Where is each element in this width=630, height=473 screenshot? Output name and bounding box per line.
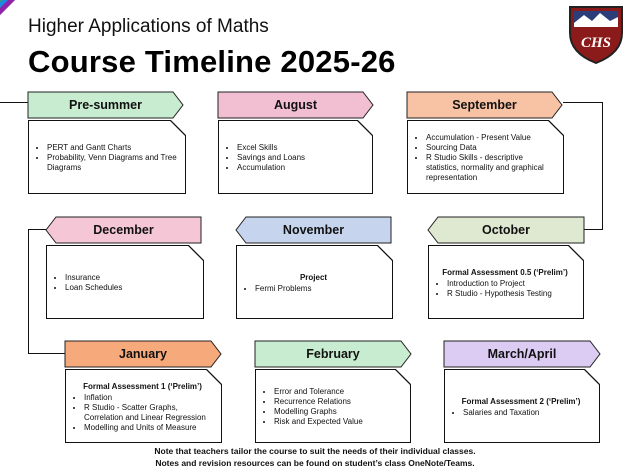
assessment-heading: Project (299, 273, 328, 282)
month-banner-september (407, 92, 562, 118)
topic-item: • Loan Schedules (65, 283, 195, 293)
topic-list (451, 408, 591, 418)
topic-item: • Accumulation - Present Value (426, 133, 555, 143)
topic-list (435, 279, 575, 299)
page-title: Course Timeline 2025-26 (28, 44, 396, 79)
month-content (225, 143, 364, 173)
month-banner-august (218, 92, 373, 118)
month-content (451, 397, 591, 418)
month-content-box-october (428, 245, 584, 319)
topic-item: • Excel Skills (237, 143, 364, 153)
topic-item: • PERT and Gantt Charts (47, 143, 177, 153)
month-banner-december (46, 217, 201, 243)
topic-item: • Insurance (65, 273, 195, 283)
month-content (435, 268, 575, 299)
month-banner-pre-summer (28, 92, 183, 118)
topic-item: • Fermi Problems (255, 284, 384, 294)
month-content-box-september (407, 120, 564, 194)
month-content (243, 273, 384, 294)
month-banner-march-april (444, 341, 600, 367)
topic-item: • Sourcing Data (426, 143, 555, 153)
svg-text:CHS: CHS (580, 35, 612, 51)
topic-item: • Savings and Loans (237, 153, 364, 163)
topic-list (243, 284, 384, 294)
month-label: Pre-summer (69, 98, 142, 112)
month-label: November (282, 223, 345, 237)
topic-item: • R Studio Skills - descriptive statistics, normality and graphical representation (426, 153, 555, 183)
assessment-heading: Formal Assessment 2 (‘Prelim’) (461, 397, 581, 406)
topic-list (72, 393, 213, 433)
topic-list (53, 273, 195, 293)
topic-item: • Salaries and Taxation (463, 408, 591, 418)
topic-item: • R Studio - Hypothesis Testing (447, 289, 575, 299)
month-banner-october (428, 217, 584, 243)
month-content (262, 387, 402, 427)
topic-item: • Probability, Venn Diagrams and Tree Diagrams (47, 153, 177, 173)
month-label: January (119, 347, 167, 361)
month-content (72, 382, 213, 433)
topic-item: • Accumulation (237, 163, 364, 173)
topic-item: • Modelling Graphs (274, 407, 402, 417)
topic-item: • Inflation (84, 393, 213, 403)
topic-item: • Error and Tolerance (274, 387, 402, 397)
month-content-box-march-april (444, 369, 600, 443)
topic-list (35, 143, 177, 173)
topic-item: • Risk and Expected Value (274, 417, 402, 427)
month-banner-november (236, 217, 391, 243)
topic-list (262, 387, 402, 427)
month-label: August (273, 98, 318, 112)
month-content (35, 143, 177, 173)
month-banner-january (65, 341, 221, 367)
topic-list (225, 143, 364, 173)
month-label: October (482, 223, 530, 237)
month-content-box-december (46, 245, 204, 319)
month-label: December (93, 223, 154, 237)
month-content-box-february (255, 369, 411, 443)
school-crest-logo (566, 3, 626, 65)
assessment-heading: Formal Assessment 1 (‘Prelim’) (83, 382, 202, 391)
assessment-heading: Formal Assessment 0.5 (‘Prelim’) (442, 268, 568, 277)
topic-item: • Recurrence Relations (274, 397, 402, 407)
month-content (53, 273, 195, 293)
topic-list (414, 133, 555, 183)
topic-item: • R Studio - Scatter Graphs, Correlation and Linear Regression (84, 403, 213, 423)
topic-item: • Modelling and Units of Measure (84, 423, 213, 433)
footer-note-line1: Note that teachers tailor the course to suit the needs of their individual classes. (154, 446, 476, 456)
month-label: February (306, 347, 360, 361)
month-content-box-august (218, 120, 373, 194)
month-content-box-november (236, 245, 393, 319)
month-content-box-pre-summer (28, 120, 186, 194)
month-label: September (452, 98, 517, 112)
month-label: March/April (487, 347, 557, 361)
month-banner-february (255, 341, 411, 367)
month-content-box-january (65, 369, 222, 443)
topic-item: • Introduction to Project (447, 279, 575, 289)
month-content (414, 133, 555, 183)
footer-note-line2: Notes and revision resources can be found on student’s class OneNote/Teams. (155, 458, 475, 468)
page-subtitle: Higher Applications of Maths (28, 16, 269, 37)
